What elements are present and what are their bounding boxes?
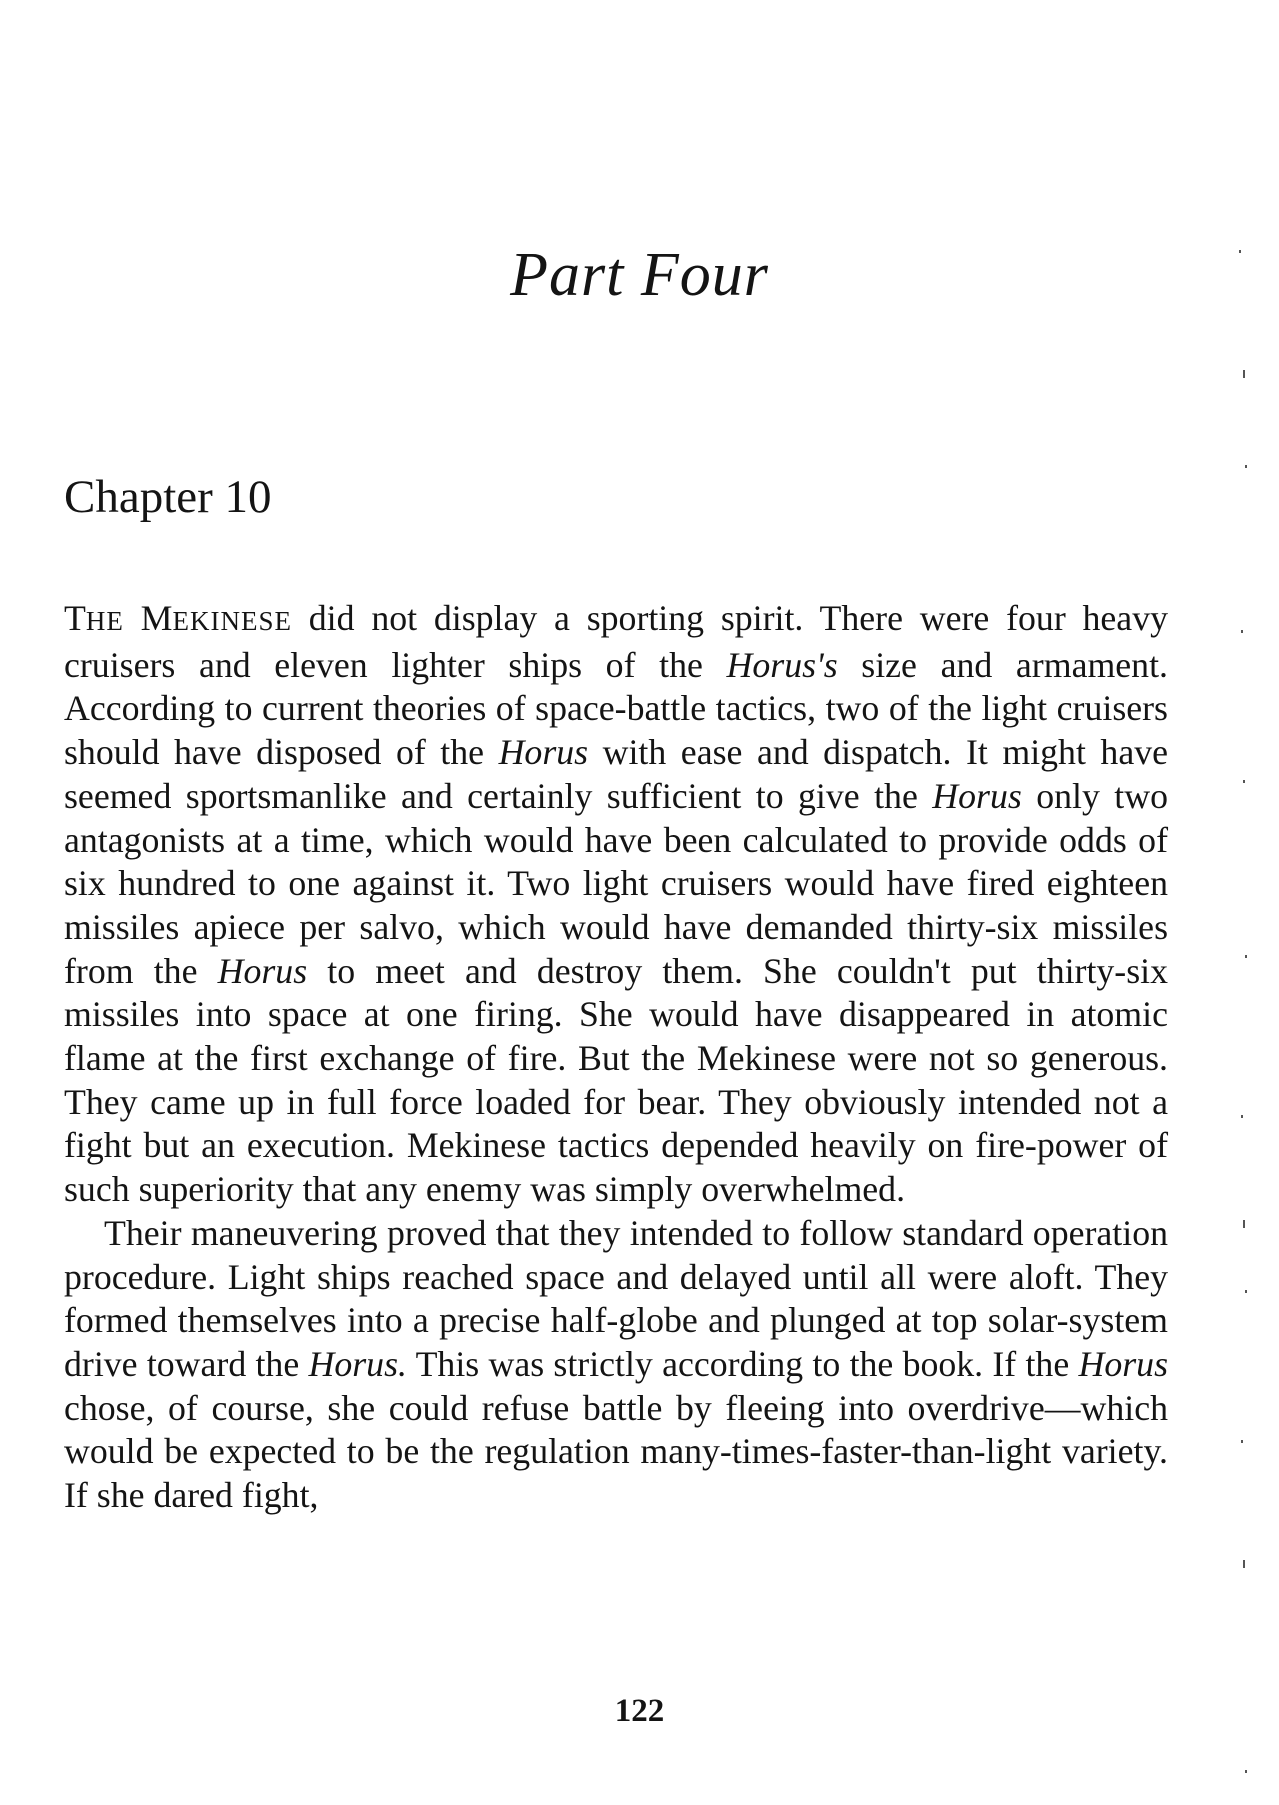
ship-name: Horus	[217, 950, 308, 991]
ship-name: Horus.	[308, 1343, 407, 1384]
opening-name-rest: EKINESE	[172, 606, 292, 636]
page-number: 122	[614, 1693, 665, 1729]
opening-word-initial: T	[64, 598, 86, 638]
ship-name: Horus's	[726, 644, 838, 685]
ship-name: Horus	[498, 732, 589, 773]
paragraph-2	[64, 1212, 1168, 1518]
opening-name-initial: M	[140, 598, 173, 638]
paragraph-1	[64, 597, 1168, 1212]
scan-speck	[1243, 780, 1245, 783]
scan-speck	[1243, 1560, 1245, 1568]
text-run: to meet and destroy them. She couldn't put thirty-six missiles into space at one firing. She would have disappeared in atomic flame at the first exchange of fire. But the Mekinese were not so generous. They came up in full force loaded for bear. They obviously intended not a fight but an execution. Mekinese tactics depended heavily on fire-power of such superiority that any enemy was simply overwhelmed.	[64, 950, 1168, 1210]
chapter-heading: Chapter 10	[64, 471, 272, 523]
body-text	[64, 597, 1168, 1518]
scan-speck	[1239, 250, 1241, 253]
scan-speck	[1245, 1770, 1247, 1773]
scan-speck	[1241, 630, 1243, 633]
scan-speck	[1241, 1440, 1243, 1443]
scan-margin-marks	[1219, 0, 1279, 1805]
text-run: size and armament. According to current theories of space-battle tactics, two of the light cruisers should have disposed of the	[64, 644, 1168, 773]
ship-name: Horus	[932, 775, 1022, 816]
part-title: Part Four	[510, 241, 769, 309]
text-run: with ease and dispatch. It might have seemed sportsmanlike and certainly sufficient to give the	[64, 732, 1168, 816]
scan-speck	[1243, 370, 1245, 378]
text-run: This was strictly according to the book. If the	[406, 1343, 1079, 1384]
text-run: chose, of course, she could refuse battle by fleeing into overdrive—which would be expected to be the regulation many-times-faster-than-light variety. If she dared fight,	[64, 1387, 1168, 1516]
scan-speck	[1245, 465, 1247, 468]
opening-word-rest: HE	[85, 606, 124, 636]
text-run: Their maneuvering proved that they intended to follow standard operation procedure. Light ships reached space and delayed until all were aloft. They formed themselves into a precise half-globe and plunged at top solar-system drive toward the	[64, 1212, 1168, 1384]
text-run: did not display a sporting spirit. There were four heavy cruisers and eleven lighter ships of the	[64, 598, 1168, 685]
scan-speck	[1241, 1115, 1243, 1118]
scan-speck	[1243, 1220, 1245, 1228]
text-run: only two antagonists at a time, which would have been calculated to provide odds of six hundred to one against it. Two light cruisers would have fired eighteen missiles apiece per salvo, which would have demanded thirty-six missiles from the	[64, 775, 1168, 991]
scan-speck	[1245, 955, 1247, 958]
ship-name: Horus	[1078, 1343, 1168, 1384]
scan-speck	[1245, 1290, 1247, 1293]
